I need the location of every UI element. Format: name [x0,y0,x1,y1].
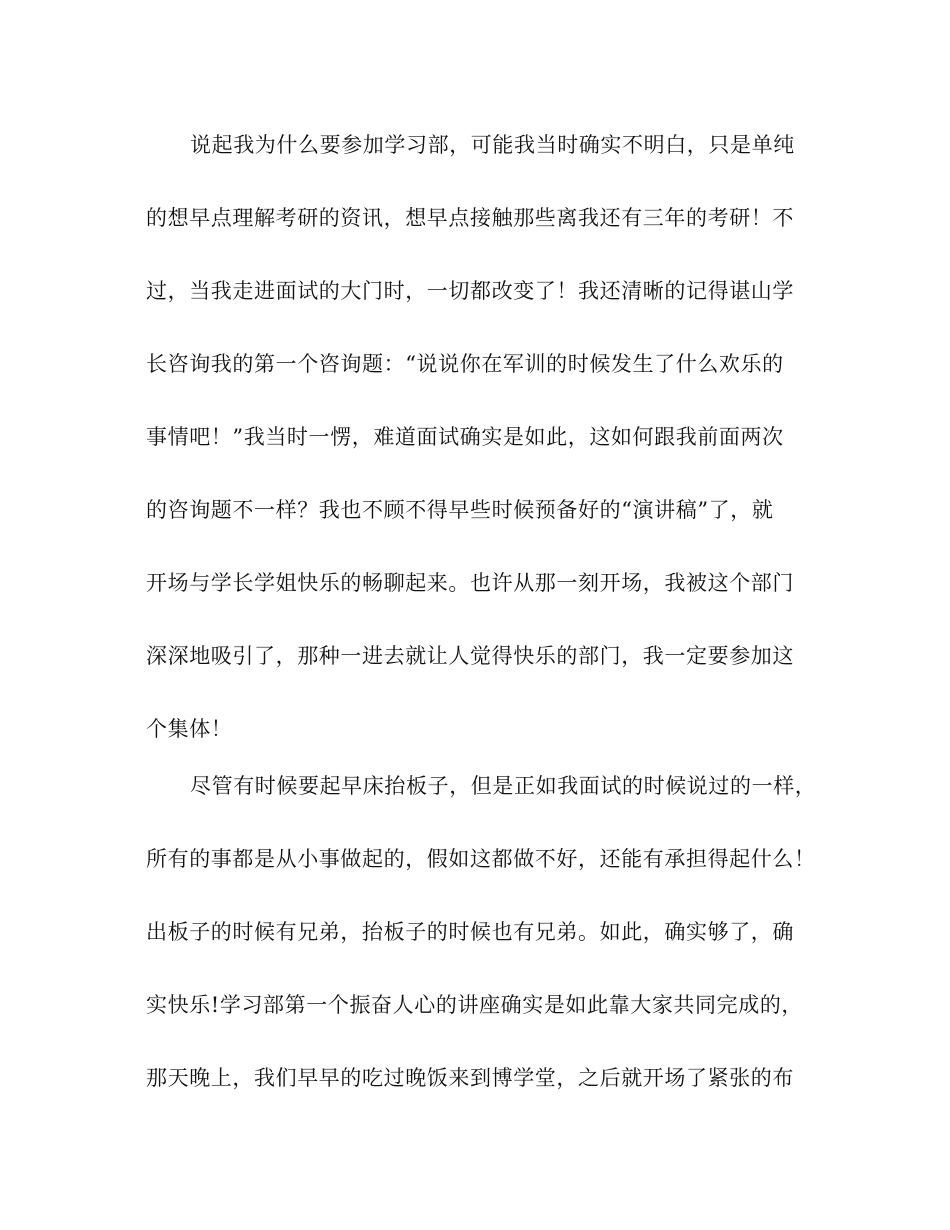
paragraph-2-line-5: 那天晚上，我们早早的吃过晚饭来到博学堂，之后就开场了紧张的布 [146,1066,794,1090]
paragraph-1-line-9: 个集体！ [146,717,233,741]
paragraph-2-line-4: 实快乐!学习部第一个振奋人心的讲座确实是如此靠大家共同完成的， [146,993,804,1017]
paragraph-2-line-3: 出板子的时候有兄弟，抬板子的时候也有兄弟。如此，确实够了，确 [146,920,794,944]
paragraph-2-line-2: 所有的事都是从小事做起的，假如这都做不好，还能有承担得起什么！ [146,847,816,871]
paragraph-1-line-3: 过，当我走进面试的大门时，一切都改变了！我还清晰的记得谌山学 [146,279,794,303]
paragraph-1-line-5: 事情吧！”我当时一愣，难道面试确实是如此，这如何跟我前面两次 [146,425,784,449]
paragraph-1-line-6: 的咨询题不一样？我也不顾不得早些时候预备好的“演讲稿”了，就 [146,498,774,522]
paragraph-1-line-8: 深深地吸引了，那种一进去就让人觉得快乐的部门，我一定要参加这 [146,644,794,668]
paragraph-1-line-2: 的想早点理解考研的资讯，想早点接触那些离我还有三年的考研！不 [146,206,794,230]
paragraph-1-line-4: 长咨询我的第一个咨询题：“说说你在军训的时候发生了什么欢乐的 [146,352,784,376]
paragraph-1-line-1: 说起我为什么要参加学习部，可能我当时确实不明白，只是单纯 [190,133,795,157]
paragraph-1-line-7: 开场与学长学姐快乐的畅聊起来。也许从那一刻开场，我被这个部门 [146,571,794,595]
paragraph-2-line-1: 尽管有时候要起早床抬板子，但是正如我面试的时候说过的一样， [190,774,817,798]
